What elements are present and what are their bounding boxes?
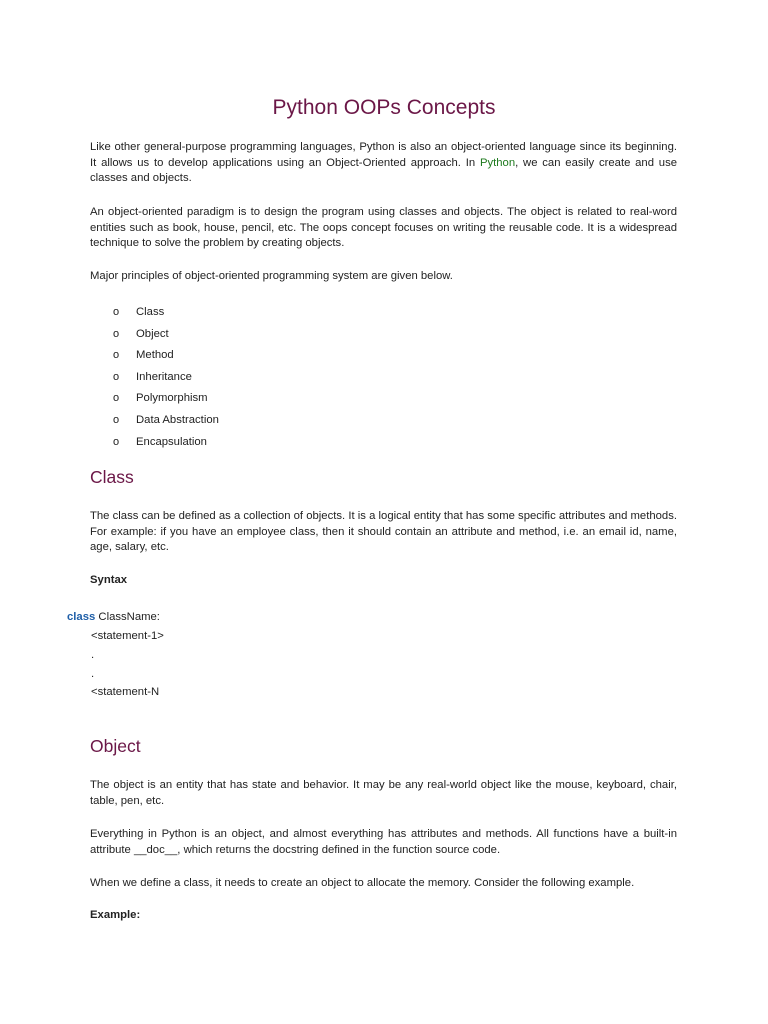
syntax-label: Syntax (90, 574, 128, 586)
class-paragraph: The class can be defined as a collection of objects. It is a logical entity that has some specific attributes and methods. For example: if you have an employee class, then it should contain an attribute and method, i.e. an email id, name, age, salary, etc. (90, 510, 677, 553)
list-item-label: Encapsulation (136, 435, 207, 448)
object-paragraph-1: The object is an entity that has state and behavior. It may be any real-world object like the mouse, keyboard, chair, table, pen, etc. (90, 779, 677, 807)
bullet-marker: o (113, 370, 120, 383)
intro-paragraph-2: An object-oriented paradigm is to design the program using classes and objects. The object is related to real-word entities such as book, house, pencil, etc. The oops concept focuses on writing the reusable code. It is a widespread technique to solve the problem by creating objects. (90, 206, 677, 249)
intro-text-1b: , we can easily create and use classes and objects. (90, 156, 678, 184)
object-paragraph-2: Everything in Python is an object, and almost everything has attributes and methods. All functions have a built-in attribute __doc__, which returns the docstring defined in the function source code. (90, 828, 677, 856)
object-heading: Object (90, 736, 141, 756)
bullet-marker: o (113, 413, 120, 426)
list-item-label: Object (136, 327, 169, 340)
intro-text-1a: Like other general-purpose programming languages, Python is also an object-oriented language since its beginning. It allows us to develop applications using an Object-Oriented approach. In (90, 141, 677, 169)
code-line: <statement-1> (91, 630, 164, 642)
principles-list (113, 305, 219, 456)
list-item (113, 327, 219, 349)
list-item-label: Inheritance (136, 370, 192, 383)
code-class-name: ClassName: (95, 611, 160, 623)
bullet-marker: o (113, 349, 120, 362)
bullet-marker: o (113, 392, 120, 405)
bullet-marker: o (113, 327, 120, 340)
class-heading: Class (90, 467, 134, 487)
code-line: <statement-N (91, 686, 160, 698)
intro-paragraph-1 (90, 140, 677, 187)
code-line-class (67, 610, 160, 625)
list-item-label: Method (136, 349, 174, 362)
bullet-marker: o (113, 306, 120, 318)
list-item (113, 435, 219, 457)
python-link[interactable]: Python (479, 156, 516, 169)
intro-paragraph-3: Major principles of object-oriented programming system are given below. (90, 270, 453, 282)
bullet-marker: o (113, 435, 120, 448)
list-item (113, 348, 219, 370)
list-item (113, 391, 219, 413)
list-item-label: Class (136, 306, 165, 318)
list-item (113, 370, 219, 392)
code-keyword: class (67, 611, 96, 623)
code-line: . (91, 649, 95, 661)
list-item (113, 305, 219, 327)
object-paragraph-3: When we define a class, it needs to create an object to allocate the memory. Consider the following example. (90, 877, 635, 889)
example-label: Example: (90, 909, 141, 921)
list-item (113, 413, 219, 435)
code-line: . (91, 668, 95, 680)
list-item-label: Polymorphism (136, 392, 208, 405)
list-item-label: Data Abstraction (136, 413, 219, 426)
page-title: Python OOPs Concepts (272, 96, 496, 119)
